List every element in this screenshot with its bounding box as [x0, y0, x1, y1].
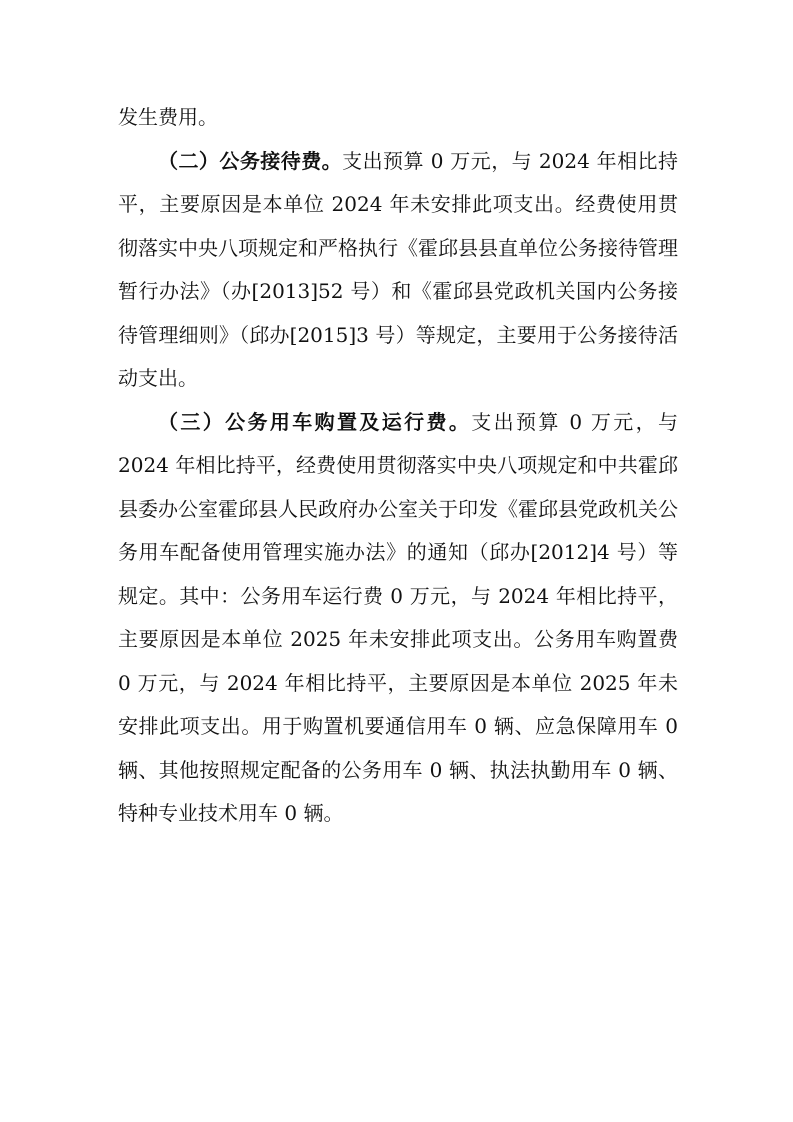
document-body [118, 96, 678, 836]
section-heading-reception-fee: （二）公务接待费。 [158, 148, 343, 173]
section-heading-vehicle-fee: （三）公务用车购置及运行费。 [158, 409, 472, 434]
paragraph-text: 发生费用。 [118, 105, 218, 129]
paragraph-vehicle-fee [118, 401, 678, 836]
paragraph-reception-fee [118, 140, 678, 401]
paragraph-text: 支出预算 0 万元，与 2024 年相比持平，经费使用贯彻落实中央八项规定和中共霍邱县委办公室霍邱县人民政府办公室关于印发《霍邱县党政机关公务用车配备使用管理实施办法》的通知（邱办[2012]4 号）等规定。其中：公务用车运行费 0 万元，与 2024 年相比持平，主要原因是本单位 2025 年未安排此项支出。公务用车购置费 0 万元，与 2024 年相比持平，主要原因是本单位 2025 年未安排此项支出。用于购置机要通信用车 0 辆、应急保障用车 0 辆、其他按照规定配备的公务用车 0 辆、执法执勤用车 0 辆、特种专业技术用车 0 辆。 [118, 409, 678, 825]
paragraph-text: 支出预算 0 万元，与 2024 年相比持平，主要原因是本单位 2024 年未安排此项支出。经费使用贯彻落实中央八项规定和严格执行《霍邱县县直单位公务接待管理暂行办法》（办[2013]52 号）和《霍邱县党政机关国内公务接待管理细则》（邱办[2015]3 号）等规定，主要用于公务接待活动支出。 [118, 148, 678, 390]
paragraph-continuation [118, 96, 678, 140]
